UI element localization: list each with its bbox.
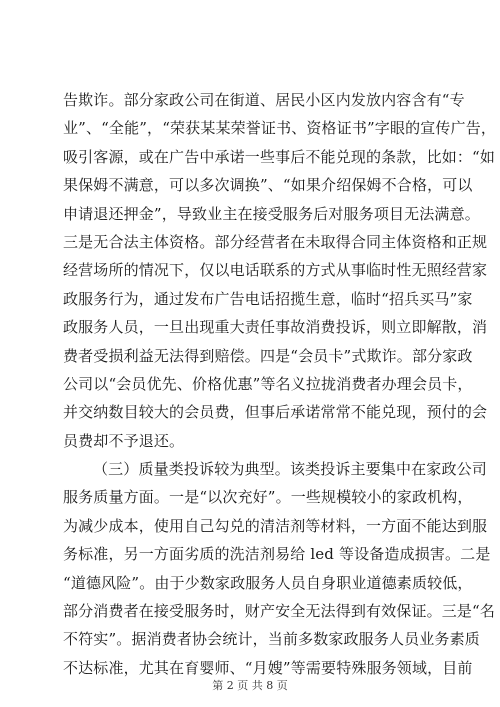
text-line: 申请退还押金”，导致业主在接受服务后对服务项目无法满意。 — [63, 204, 480, 223]
text-line: 告欺诈。部分家政公司在街道、居民小区内发放内容含有“专 — [63, 91, 465, 109]
text-line: 果保姆不满意，可以多次调换”、“如果介绍保姆不合格，可以 — [63, 176, 473, 195]
text-line: 三是无合法主体资格。部分经营者在未取得合同主体资格和正规 — [63, 232, 488, 251]
text-line: 不达标准，尤其在育婴师、“月嫂”等需要特殊服务领域，目前 — [63, 658, 473, 677]
text-line: 政服务人员，一旦出现重大责任事故消费投诉，则立即解散，消 — [63, 318, 488, 337]
text-line: 吸引客源，或在广告中承诺一些事后不能兑现的条款，比如：“如 — [63, 147, 496, 166]
text-line: 政服务行为，通过发布广告电话招揽生意，临时“招兵买马”家 — [63, 289, 473, 308]
page-number: 第 2 页 共 8 页 — [212, 679, 288, 692]
text-line: 经营场所的情况下，仅以电话联系的方式从事临时性无照经营家 — [63, 261, 488, 280]
section-heading-line: （三）质量类投诉较为典型。该类投诉主要集中在家政公司 — [93, 460, 487, 479]
text-line: 费者受损利益无法得到赔偿。四是“会员卡”式欺诈。部分家政 — [63, 346, 473, 365]
text-line: 服务质量方面。一是“以次充好”。一些规模较小的家政机构， — [63, 488, 473, 507]
text-line: 为减少成本，使用自己勾兑的清洁剂等材料，一方面不能达到服 — [63, 516, 488, 535]
text-line: 员费却不予退还。 — [63, 431, 185, 450]
text-line: 部分消费者在接受服务时，财产安全无法得到有效保证。三是“名 — [63, 602, 496, 621]
body-text — [63, 86, 496, 682]
text-line: 不符实”。据消费者协会统计，当前多数家政服务人员业务素质 — [63, 630, 480, 649]
text-line: 公司以“会员优先、价格优惠”等名义拉拢消费者办理会员卡， — [63, 374, 473, 393]
text-line: “道德风险”。由于少数家政服务人员自身职业道德素质较低， — [63, 573, 473, 592]
text-line: 并交纳数目较大的会员费，但事后承诺常常不能兑现，预付的会 — [63, 403, 488, 422]
text-line: 业”、“全能”，“荣获某某荣誉证书、资格证书”字眼的宣传广告， — [63, 119, 496, 138]
text-line: 务标准，另一方面劣质的洗洁剂易给 led 等设备造成损害。二是 — [63, 545, 491, 564]
